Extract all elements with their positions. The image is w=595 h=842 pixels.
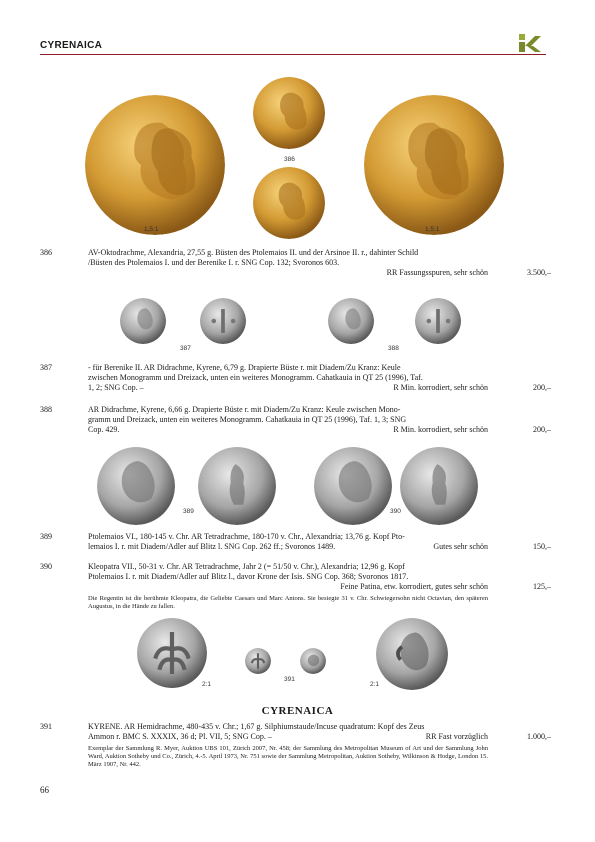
lot-grade: R Min. korrodiert, sehr schön — [393, 383, 488, 392]
lot-391 — [0, 722, 595, 746]
lot-389 — [0, 532, 595, 556]
lot-price: 150,– — [533, 542, 551, 551]
lot-price: 200,– — [533, 425, 551, 434]
lot-386 — [0, 248, 595, 288]
lot-390-note: Die Regentin ist die berühmte Kleopatra, die Geliebte Caesars und Marc Antons. Sie besiegte 31 v. Chr. Schwiegersohn nicht Octavian, den späteren Augustus, in die Hände zu fallen. — [88, 595, 488, 610]
scale-label-391-left: 2:1 — [202, 681, 212, 688]
lot-number: 389 — [40, 532, 52, 541]
coin-390-reverse — [400, 447, 478, 525]
lot-price: 3.500,– — [527, 268, 551, 277]
lot-description: - für Berenike II. AR Didrachme, Kyrene, 6,79 g. Drapierte Büste r. mit Diadem/Zu Kranz: Keule zwischen Monogramm und Dreizack, unten ein weiteres Monogramm. Cahatkauia in QT 25 (1996), Taf. 1, 2; SNG Cop. – — [88, 363, 423, 392]
scale-label-right: 1,5:1 — [425, 226, 440, 233]
lot-number: 387 — [40, 363, 52, 372]
coin-388-label: 388 — [388, 345, 399, 352]
lot-price: 125,– — [533, 582, 551, 591]
lot-387 — [0, 363, 595, 397]
scale-label-left: 1,5:1 — [144, 226, 159, 233]
publisher-logo — [519, 34, 541, 52]
lot-grade: R Min. korrodiert, sehr schön — [393, 425, 488, 434]
scale-label-391-right: 2:1 — [370, 681, 380, 688]
coin-387-reverse — [200, 298, 246, 344]
coin-386-reverse — [253, 167, 325, 239]
coin-386-enlarged-obverse — [85, 95, 225, 235]
coin-389-label: 389 — [183, 508, 194, 515]
lot-price: 1.000,– — [527, 732, 551, 741]
section-title: CYRENAICA — [261, 705, 334, 717]
lot-description: Ptolemaios VI., 180-145 v. Chr. AR Tetradrachme, 180-170 v. Chr., Alexandria; 13,76 g. Kopf Pto- lemaios I. r. mit Diadem/Adler auf Blitz l. SNG Cop. 262 ff.; Svoronos 1489. — [88, 532, 405, 551]
coin-391-enlarged-reverse — [376, 618, 448, 690]
lot-price: 200,– — [533, 383, 551, 392]
coin-390-label: 390 — [390, 508, 401, 515]
coin-388-reverse — [415, 298, 461, 344]
lot-388 — [0, 405, 595, 439]
coin-391-label: 391 — [284, 676, 295, 683]
coin-387-label: 387 — [180, 345, 191, 352]
lot-number: 391 — [40, 722, 52, 731]
header-rule — [40, 54, 546, 55]
coin-386-enlarged-reverse — [364, 95, 504, 235]
coin-387-obverse — [120, 298, 166, 344]
coin-389-reverse — [198, 447, 276, 525]
lot-number: 390 — [40, 562, 52, 571]
page-number: 66 — [40, 785, 49, 795]
lot-grade: RR Fassungsspuren, sehr schön — [386, 268, 488, 277]
coin-391-reverse — [300, 648, 326, 674]
lot-grade: Gutes sehr schön — [433, 542, 488, 551]
lot-grade: Feine Patina, etw. korrodiert, gutes sehr schön — [340, 582, 488, 591]
coin-390-obverse — [314, 447, 392, 525]
lot-number: 386 — [40, 248, 52, 257]
lot-grade: RR Fast vorzüglich — [425, 732, 488, 741]
lot-description: KYRENE. AR Hemidrachme, 480-435 v. Chr.; 1,67 g. Silphiumstaude/Incuse quadratum: Kopf des Zeus Ammon r. BMC S. XXXIX, 36 d; Pl. VII, 5; SNG Cop. – — [88, 722, 425, 741]
coin-386-obverse — [253, 77, 325, 149]
coin-388-obverse — [328, 298, 374, 344]
coin-386-label: 386 — [284, 156, 295, 163]
lot-description: Kleopatra VII., 50-31 v. Chr. AR Tetradrachme, Jahr 2 (= 51/50 v. Chr.), Alexandria; 12,96 g. Kopf Ptolemaios I. r. mit Diadem/Adler auf Blitz l., davor Krone der Isis. SNG Cop. 368; Svoronos 1817. — [88, 562, 409, 581]
coin-389-obverse — [97, 447, 175, 525]
lot-391-note: Exemplar der Sammlung R. Myer, Auktion UBS 101, Zürich 2007, Nr. 458; der Sammlung des Metropolitan Museum of Art und der Sammlung John Ward, Auktion Sotheby und Co., Zürich, 4.-5. April 1973, Nr. 751 sowie der Sammlung Metropolitan, Auktion Sotheby, Wilkinson & Hodge, London 15. März 1907, Nr. 442. — [88, 745, 488, 768]
lot-number: 388 — [40, 405, 52, 414]
coin-391-obverse — [245, 648, 271, 674]
coin-391-enlarged-obverse — [137, 618, 207, 688]
lot-description: AR Didrachme, Kyrene, 6,66 g. Drapierte Büste r. mit Diadem/Zu Kranz: Keule zwischen Mono- gramm und Dreizack, unten ein weiteres Monogramm. Cahatkauia in QT 25 (1996), Taf. 1, 3; SNG Cop. 429. — [88, 405, 407, 434]
running-header-section: CYRENAICA — [40, 40, 103, 51]
lot-description: AV-Oktodrachme, Alexandria, 27,55 g. Büsten des Ptolemaios II. und der Arsinoe II. r., dahinter Schild /Büsten des Ptolemaios I. und der Berenike I. r. SNG Cop. 132; Svoronos 603. — [88, 248, 419, 267]
